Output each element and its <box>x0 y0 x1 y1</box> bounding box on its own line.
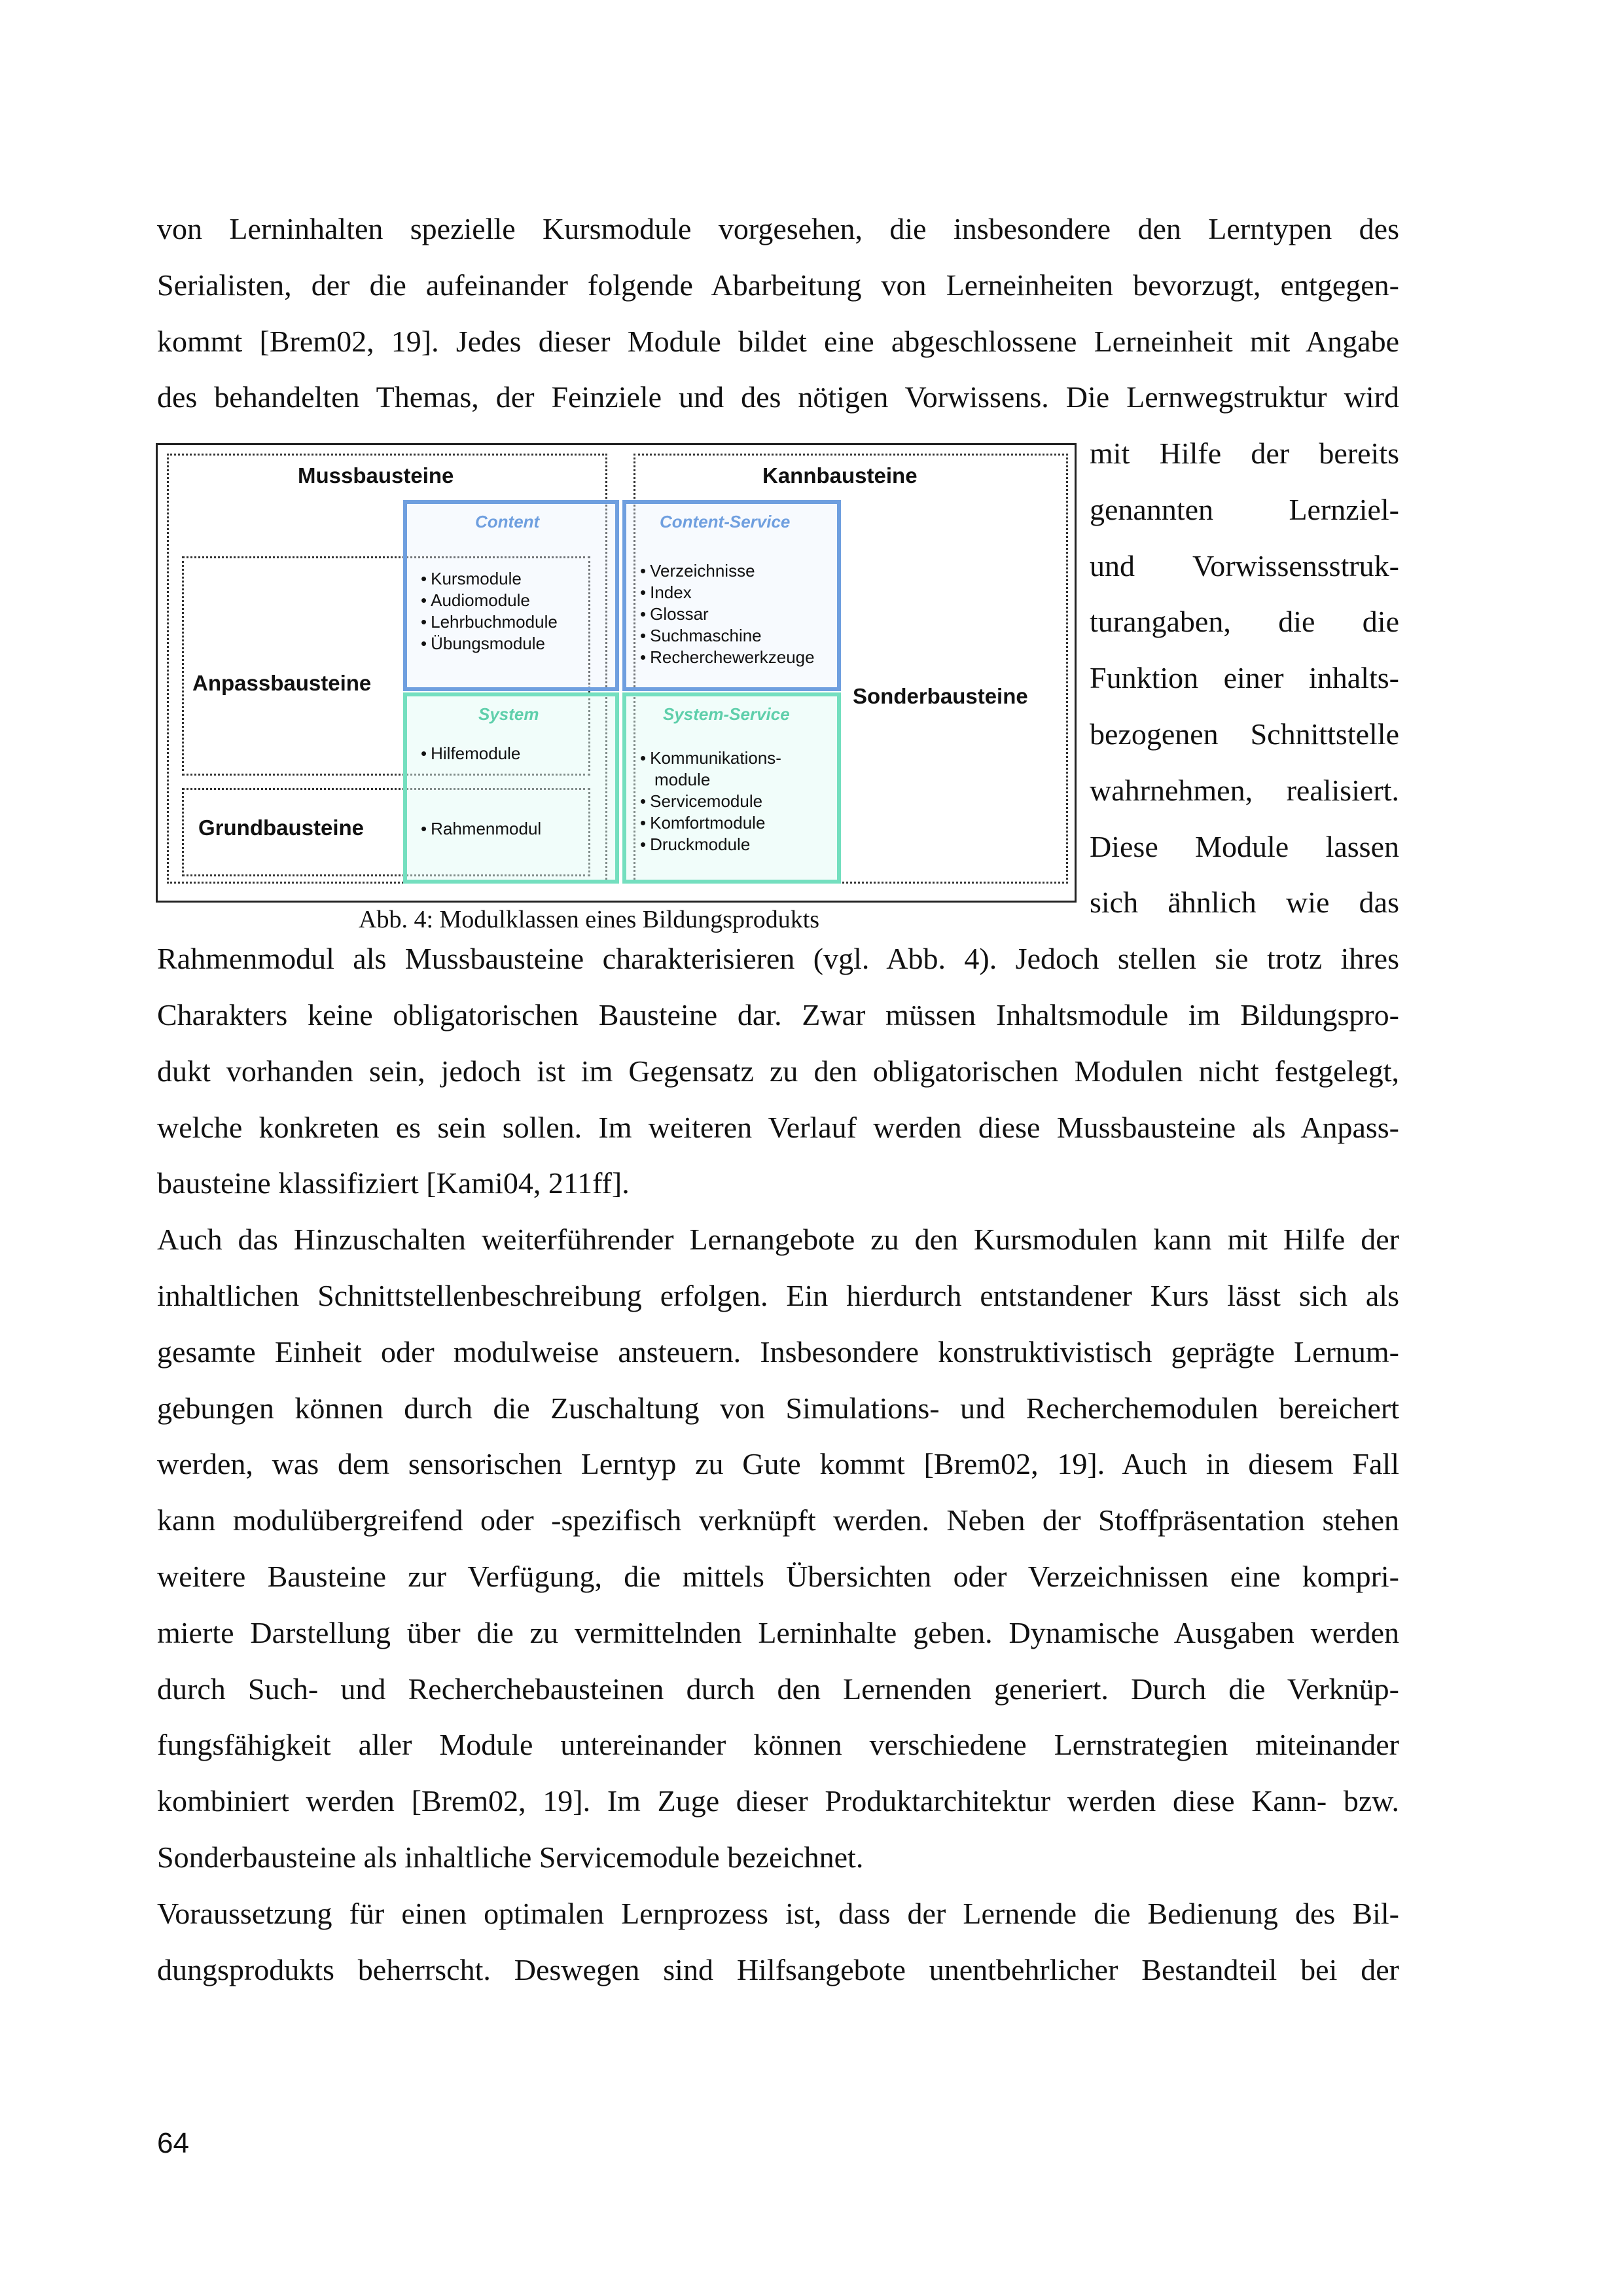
body-text-line: Sonderbausteine als inhaltliche Servicemodule bezeichnet. <box>157 1840 864 1874</box>
content-service-label: Content-Service <box>660 512 791 531</box>
list-item: • Rahmenmodul <box>421 818 541 840</box>
sonderbausteine-label: Sonderbausteine <box>853 684 1028 708</box>
list-item: • Hilfemodule <box>421 743 520 764</box>
list-item: • Suchmaschine <box>640 625 815 647</box>
body-text-line: durch Such- und Recherchebausteinen durch den Lernenden generiert. Durch die Verknüp- <box>157 1672 1399 1706</box>
body-text-line: dungsprodukts beherrscht. Deswegen sind Hilfsangebote unentbehrlicher Bestandteil bei der <box>157 1953 1399 1986</box>
list-item: • Lehrbuchmodule <box>421 611 558 633</box>
list-item: • Kommunikations- <box>640 747 781 769</box>
system-items <box>421 743 520 764</box>
body-text-line: des behandelten Themas, der Feinziele und des nötigen Vorwissens. Die Lernwegstruktur wird <box>157 380 1399 414</box>
side-text-line: und Vorwissensstruk- <box>1090 549 1399 583</box>
body-text-line: bausteine klassifiziert [Kami04, 211ff]. <box>157 1166 630 1200</box>
grundbausteine-label: Grundbausteine <box>198 816 365 840</box>
body-text-line: Charakters keine obligatorischen Bausteine dar. Zwar müssen Inhaltsmodule im Bildungspro- <box>157 998 1399 1031</box>
grund-items <box>421 818 541 840</box>
module-classes-figure <box>156 443 1077 903</box>
list-item: • Verzeichnisse <box>640 560 815 582</box>
mussbausteine-label: Mussbausteine <box>298 463 454 488</box>
list-item: • Recherchewerkzeuge <box>640 647 815 668</box>
body-text-line: Voraussetzung für einen optimalen Lernprozess ist, dass der Lernende die Bedienung des Bil- <box>157 1897 1399 1930</box>
system-label: System <box>478 704 539 724</box>
body-text-line: dukt vorhanden sein, jedoch ist im Gegensatz zu den obligatorischen Modulen nicht festgelegt, <box>157 1054 1399 1088</box>
side-text-line: genannten Lernziel- <box>1090 493 1399 526</box>
body-text-line: welche konkreten es sein sollen. Im weiteren Verlauf werden diese Mussbausteine als Anpass- <box>157 1111 1399 1144</box>
side-text-line: Diese Module lassen <box>1090 830 1399 863</box>
content-items <box>421 568 558 655</box>
side-text-line: wahrnehmen, realisiert. <box>1090 774 1399 807</box>
page-number: 64 <box>157 2127 189 2159</box>
list-item: • Druckmodule <box>640 834 781 855</box>
list-item: • Servicemodule <box>640 791 781 812</box>
anpassbausteine-label: Anpassbausteine <box>192 671 372 695</box>
body-text-line: kommt [Brem02, 19]. Jedes dieser Module bildet eine abgeschlossene Lerneinheit mit Angabe <box>157 325 1399 358</box>
content-label: Content <box>475 512 540 531</box>
list-item: • Index <box>640 582 815 603</box>
body-text-line: Serialisten, der die aufeinander folgende Abarbeitung von Lerneinheiten bevorzugt, entgegen- <box>157 268 1399 302</box>
body-text-line: fungsfähigkeit aller Module untereinander können verschiedene Lernstrategien miteinander <box>157 1728 1399 1761</box>
side-text-line: turangaben, die die <box>1090 605 1399 638</box>
list-item: • Komfortmodule <box>640 812 781 834</box>
system-service-label: System-Service <box>663 704 790 724</box>
body-text-line: Auch das Hinzuschalten weiterführender Lernangebote zu den Kursmodulen kann mit Hilfe der <box>157 1223 1399 1256</box>
side-text-line: sich ähnlich wie das <box>1090 886 1399 919</box>
list-item: • Übungsmodule <box>421 633 558 655</box>
system-service-items <box>640 747 781 855</box>
list-item: • Kursmodule <box>421 568 558 590</box>
body-text-line: kombiniert werden [Brem02, 19]. Im Zuge dieser Produktarchitektur werden diese Kann- bzw. <box>157 1784 1399 1818</box>
list-item: module <box>654 770 711 789</box>
body-text-line: weitere Bausteine zur Verfügung, die mittels Übersichten oder Verzeichnissen eine kompri- <box>157 1560 1399 1593</box>
body-text-line: von Lerninhalten spezielle Kursmodule vorgesehen, die insbesondere den Lerntypen des <box>157 212 1399 245</box>
side-text-line: mit Hilfe der bereits <box>1090 437 1399 470</box>
kannbausteine-label: Kannbausteine <box>762 463 918 488</box>
body-text-line: mierte Darstellung über die zu vermittelnden Lerninhalte geben. Dynamische Ausgaben werden <box>157 1616 1399 1649</box>
content-service-items <box>640 560 815 668</box>
figure-caption: Abb. 4: Modulklassen eines Bildungsprodukts <box>359 906 820 933</box>
body-text-line: gebungen können durch die Zuschaltung von Simulations- und Recherchemodulen bereichert <box>157 1391 1399 1425</box>
body-text-line: kann modulübergreifend oder -spezifisch verknüpft werden. Neben der Stoffpräsentation stehen <box>157 1503 1399 1537</box>
list-item: • Glossar <box>640 603 815 625</box>
list-item: • Audiomodule <box>421 590 558 611</box>
body-text-line: werden, was dem sensorischen Lerntyp zu Gute kommt [Brem02, 19]. Auch in diesem Fall <box>157 1447 1399 1480</box>
body-text-line: inhaltlichen Schnittstellenbeschreibung erfolgen. Ein hierdurch entstandener Kurs lässt sich als <box>157 1279 1399 1312</box>
side-text-line: Funktion einer inhalts- <box>1090 661 1399 694</box>
body-text-line: gesamte Einheit oder modulweise ansteuern. Insbesondere konstruktivistisch geprägte Lernum- <box>157 1335 1399 1369</box>
body-text-line: Rahmenmodul als Mussbausteine charakterisieren (vgl. Abb. 4). Jedoch stellen sie trotz ihres <box>157 942 1399 975</box>
side-text-line: bezogenen Schnittstelle <box>1090 717 1399 751</box>
